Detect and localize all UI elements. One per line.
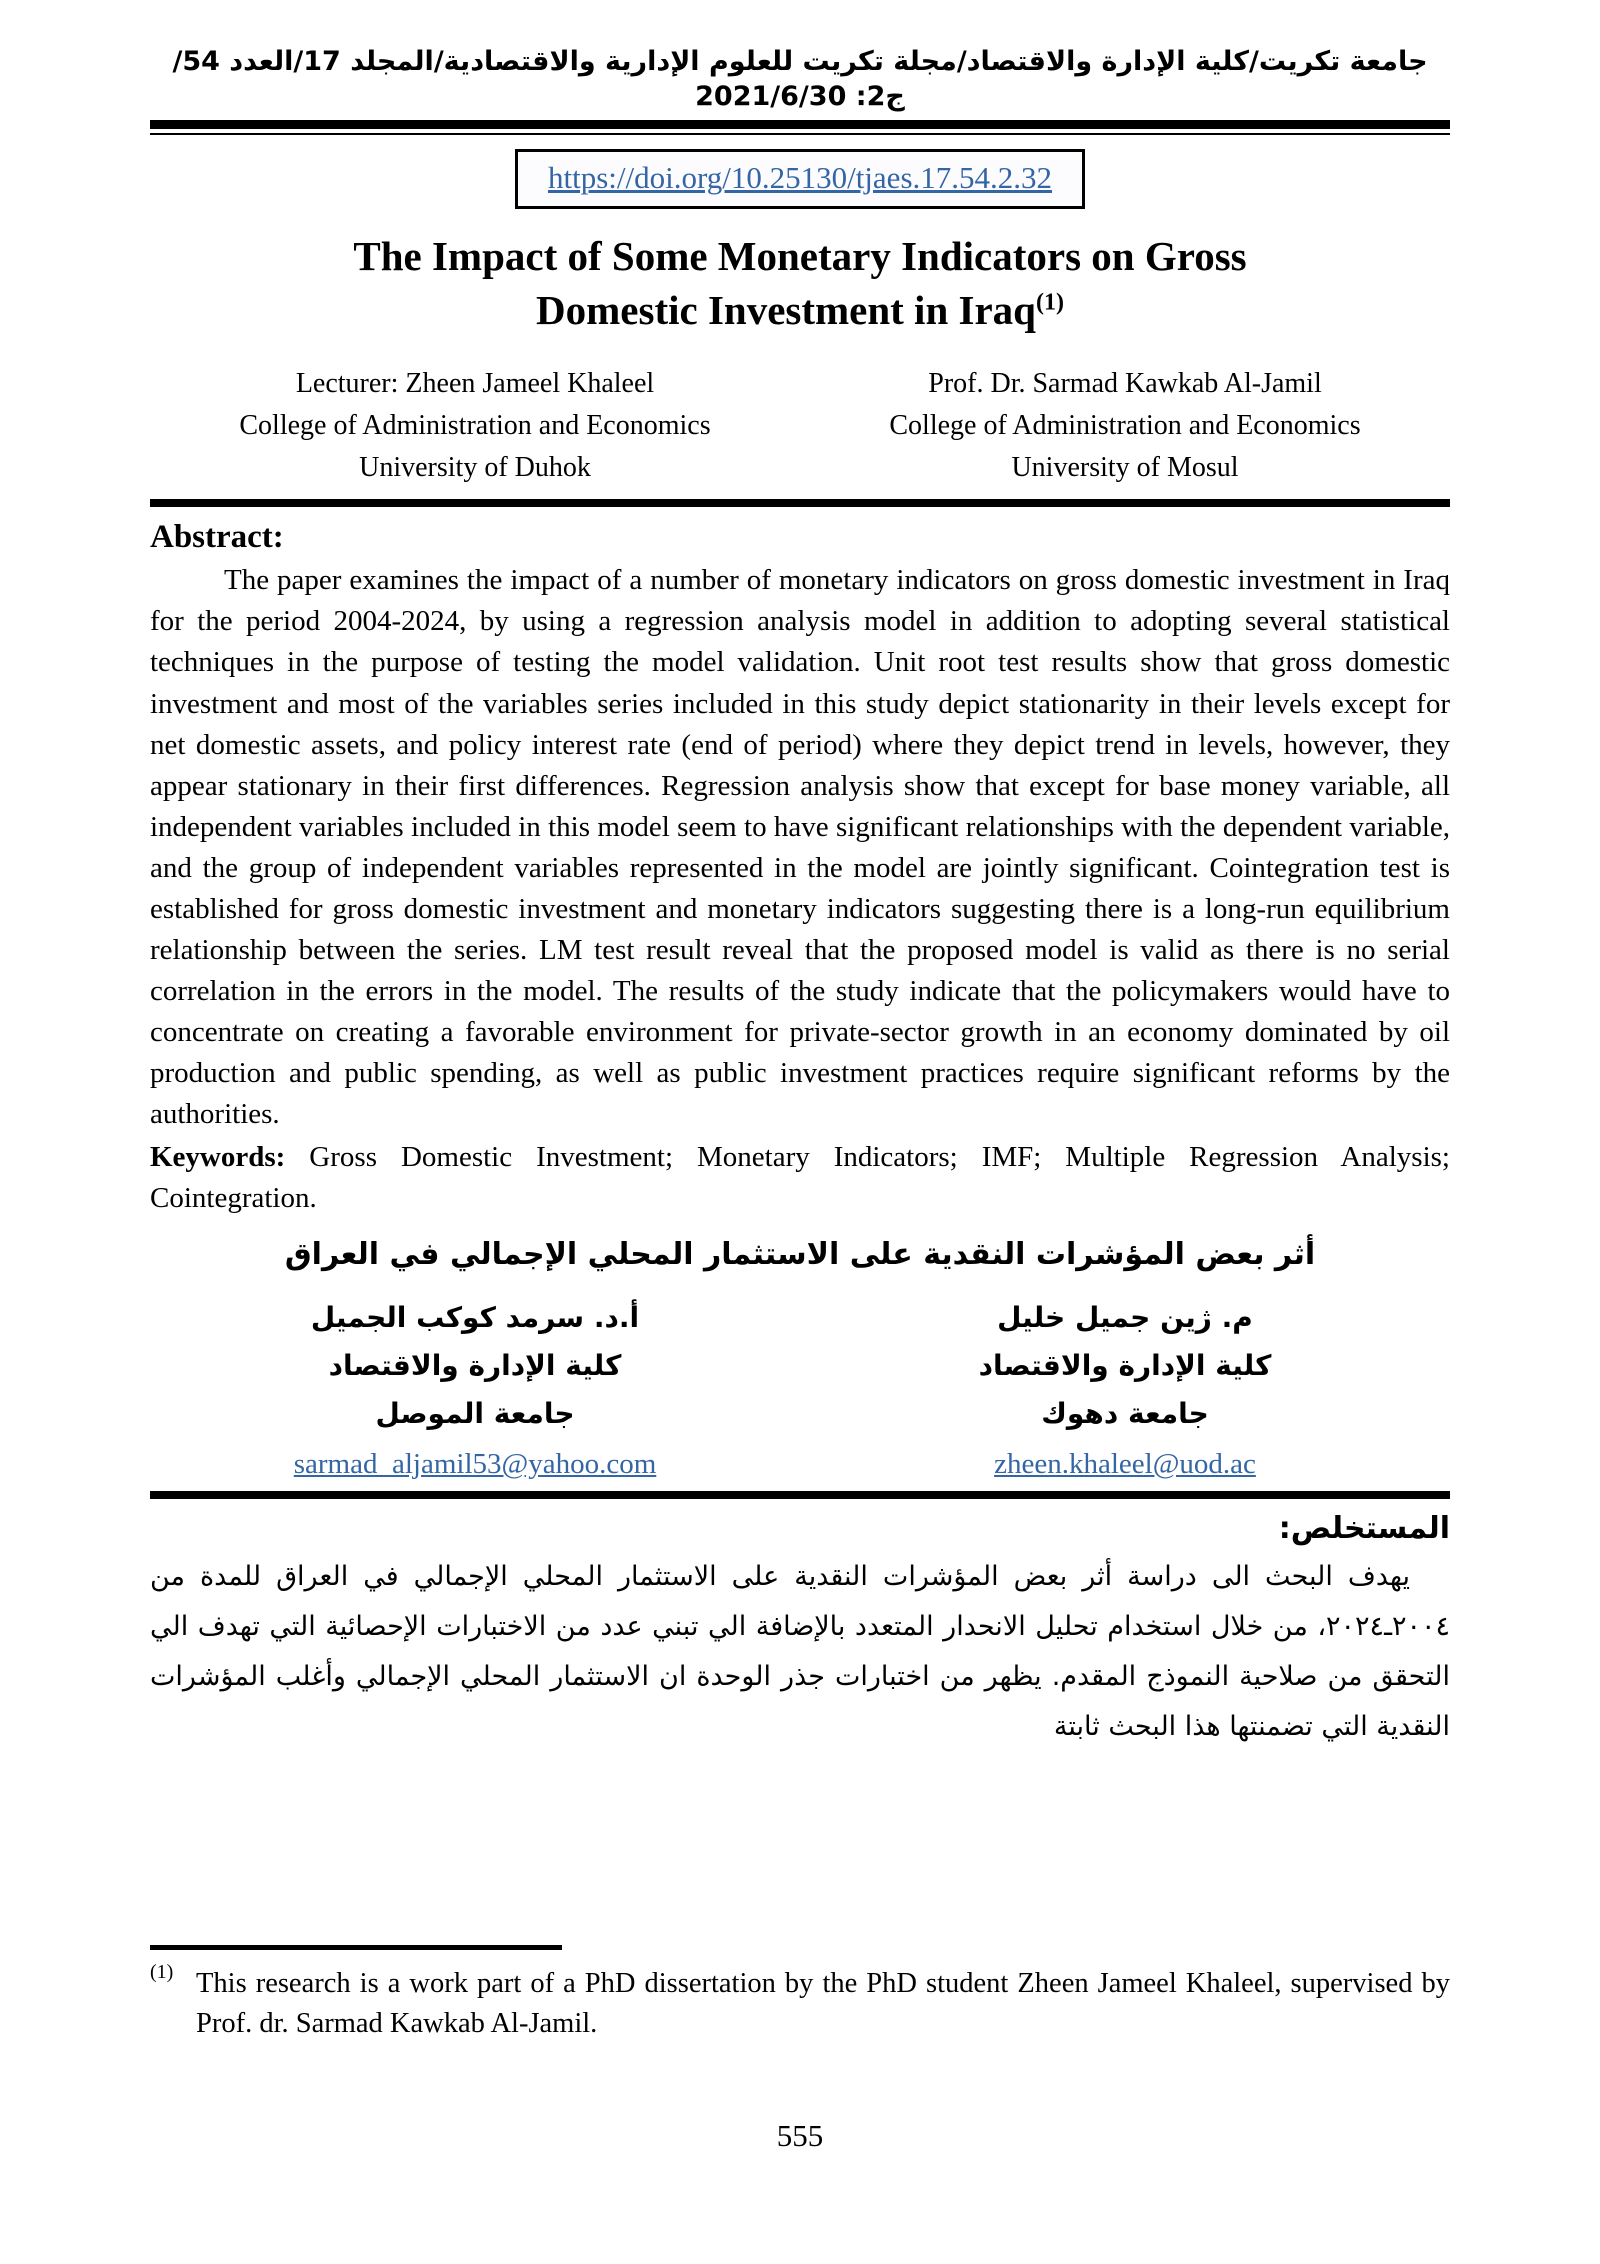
keywords-line (150, 1137, 1450, 1219)
emails-divider-rule (150, 1491, 1450, 1499)
keywords-label: Keywords: (150, 1140, 286, 1173)
author-university-ar: جامعة الموصل (375, 1397, 575, 1431)
author-university-ar: جامعة دهوك (1041, 1397, 1209, 1431)
authors-arabic (150, 1294, 1450, 1438)
author-arabic-left (150, 1294, 800, 1438)
author-college: College of Administration and Economics (239, 410, 711, 442)
author-college: College of Administration and Economics (889, 410, 1361, 442)
paper-title-arabic: أثر بعض المؤشرات النقدية على الاستثمار المحلي الإجمالي في العراق (284, 1236, 1316, 1272)
paper-title-line2: Domestic Investment in Iraq (536, 287, 1036, 334)
authors-english (150, 363, 1450, 489)
author-english-right (800, 363, 1450, 489)
footnote-text-block (150, 1961, 1450, 2045)
abstract-heading: Abstract: (150, 519, 284, 556)
footnote-text: This research is a work part of a PhD dissertation by the PhD student Zheen Jameel Khaleel, supervised by Prof. dr. Sarmad Kawkab Al-Jamil. (196, 1968, 1450, 2040)
author-name: Prof. Dr. Sarmad Kawkab Al-Jamil (928, 368, 1322, 400)
email-link-zheen[interactable]: zheen.khaleel@uod.ac (994, 1448, 1256, 1481)
author-university: University of Mosul (1011, 452, 1239, 484)
header-rule-thick (150, 120, 1450, 129)
paper-title-line1: The Impact of Some Monetary Indicators on Gross (353, 233, 1247, 280)
author-name-ar: م. ژين جميل خليل (997, 1300, 1253, 1334)
author-college-ar: كلية الإدارة والاقتصاد (328, 1349, 622, 1383)
header-rule-thin (150, 133, 1450, 135)
doi-link[interactable]: https://doi.org/10.25130/tjaes.17.54.2.32 (547, 160, 1053, 196)
authors-divider-rule (150, 499, 1450, 507)
author-emails-row (150, 1448, 1450, 1481)
author-name: Lecturer: Zheen Jameel Khaleel (295, 368, 655, 400)
author-english-left (150, 363, 800, 489)
footnote-ref: (1) (150, 1961, 174, 1983)
author-name-ar: أ.د. سرمد كوكب الجميل (310, 1300, 640, 1334)
doi-box-wrapper (150, 149, 1450, 209)
abstract-body-arabic: يهدف البحث الى دراسة أثر بعض المؤشرات النقدية على الاستثمار المحلي الإجمالي في العراق للمدة من ٢٠٠٤ـ٢٠٢٤، من خلال استخدام تحليل الانحدار المتعدد بالإضافة الي تبني عدد من الاختبارات الإحصائية التي تهدف الي التحقق من صلاحية النموذج المقدم. يظهر من اختبارات جذر الوحدة ان الاستثمار المحلي الإجمالي وأغلب المؤشرات النقدية التي تضمنتها هذا البحث ثابتة (150, 1561, 1450, 1743)
abstract-body: The paper examines the impact of a number of monetary indicators on gross domestic investment in Iraq for the period 2004-2024, by using a regression analysis model in addition to adopting several statistical techniques in the purpose of testing the model validation. Unit root test results show that gross domestic investment and most of the variables series included in this study depict stationarity in their levels except for net domestic assets, and policy interest rate (end of period) where they depict trend in levels, however, they appear stationary in their first differences. Regression analysis show that except for base money variable, all independent variables included in this model seem to have significant relationships with the dependent variable, and the group of independent variables represented in the model are jointly significant. Cointegration test is established for gross domestic investment and monetary indicators suggesting there is a long-run equilibrium relationship between the series. LM test result reveal that the proposed model is valid as there is no serial correlation in the errors in the model. The results of the study indicate that the policymakers would have to concentrate on creating a favorable environment for private-sector growth in an economy dominated by oil production and public spending, as well as public investment practices require significant reforms by the authorities. (150, 564, 1450, 1130)
author-college-ar: كلية الإدارة والاقتصاد (978, 1349, 1272, 1383)
journal-header-line: جامعة تكريت/كلية الإدارة والاقتصاد/مجلة تكريت للعلوم الإدارية والاقتصادية/المجلد 17/العدد 54/ج2: 2021/6/30 (172, 46, 1428, 113)
keywords-text: Gross Domestic Investment; Monetary Indicators; IMF; Multiple Regression Analysis; Cointegration. (150, 1140, 1450, 1214)
author-arabic-right (800, 1294, 1450, 1438)
doi-box (515, 149, 1085, 209)
footnote-area (150, 1945, 1450, 2045)
email-col-left (150, 1448, 800, 1481)
paper-title (150, 229, 1450, 337)
abstract-heading-arabic: المستخلص: (1278, 1511, 1450, 1547)
page-number: 555 (776, 2118, 824, 2153)
email-link-sarmad[interactable]: sarmad_aljamil53@yahoo.com (293, 1448, 657, 1481)
author-university: University of Duhok (359, 452, 591, 484)
title-footnote-ref: (1) (1035, 289, 1064, 316)
email-col-right (800, 1448, 1450, 1481)
footnote-separator-rule (150, 1945, 562, 1950)
